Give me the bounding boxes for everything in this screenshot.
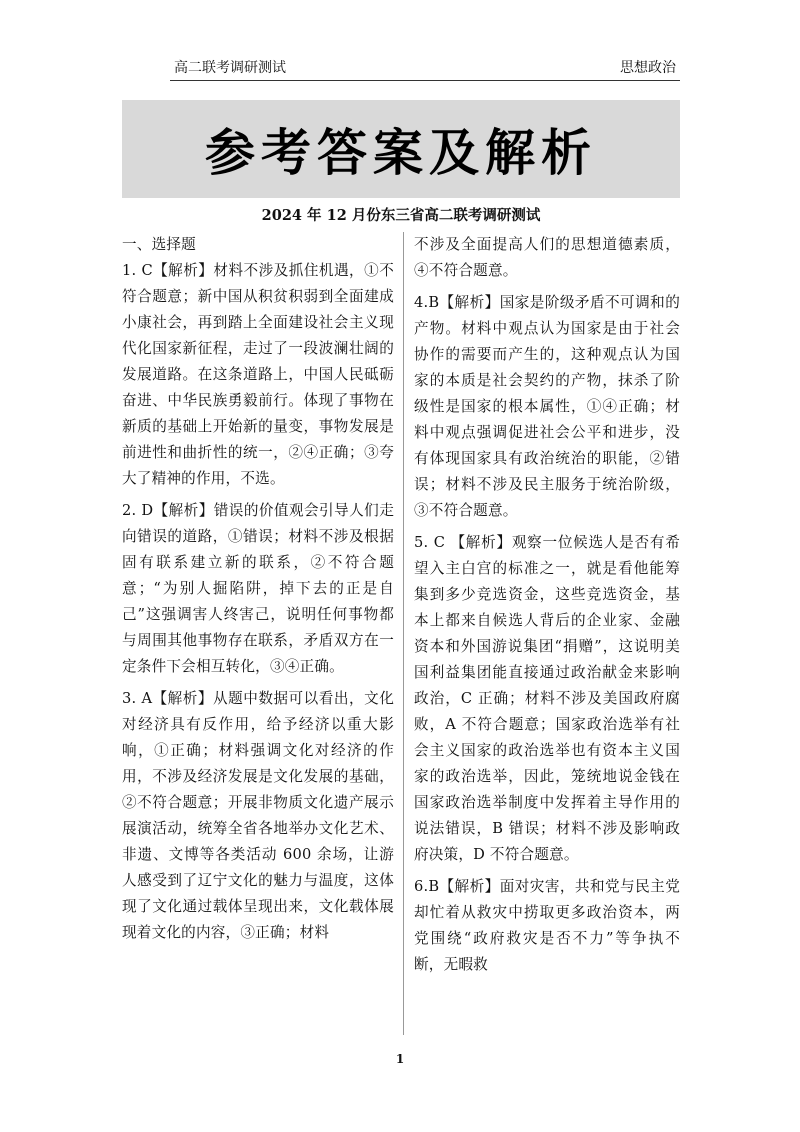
answer-item: 5. C 【解析】观察一位候选人是否有希望入主白宫的标准之一，就是看他能筹集到多少竞选资金，这些竞选资金，基本上都来自候选人背后的企业家、金融资本和外国游说集团“捐赠”，这说明美国利益集团能直接通过政治献金来影响政治，C 正确；材料不涉及美国政府腐败，A 不符合题意；国家政治选举有社会主义国家的政治选举也有资本主义国家的政治选举，因此，笼统地说金钱在国家政治选举制度中发挥着主导作用的说法错误，B 错误；材料不涉及影响政府决策，D 不符合题意。 (414, 534, 680, 863)
header-subject: 思想政治 (620, 60, 676, 76)
page-header (170, 58, 680, 81)
banner-title: 参考答案及解析 (205, 124, 597, 182)
answer-item: 3. A【解析】从题中数据可以看出，文化对经济具有反作用，给予经济以重大影响，①正确；材料强调文化对经济的作用，不涉及经济发展是文化发展的基础，②不符合题意；开展非物质文化遗产展示展演活动，统筹全省各地举办文化艺术、非遗、文博等各类活动 600 余场，让游人感受到了辽宁文化的魅力与温度，这体现了文化通过载体呈现出来，文化载体展现着文化的内容，③正确；材料 (122, 690, 394, 941)
document-subtitle: 2024 年 12 月份东三省高二联考调研测试 (261, 207, 541, 224)
answer-item: 4.B【解析】国家是阶级矛盾不可调和的产物。材料中观点认为国家是由于社会协作的需要而产生的，这种观点认为国家的本质是社会契约的产物，抹杀了阶级性是国家的根本属性，①④正确；材料中观点强调促进社会公平和进步，没有体现国家具有政治统治的职能，②错误；材料不涉及民主服务于统治阶级，③不符合题意。 (414, 294, 680, 519)
answer-continuation: 不涉及全面提高人们的思想道德素质，④不符合题意。 (414, 236, 680, 279)
left-column (122, 232, 394, 952)
answer-item: 1. C【解析】材料不涉及抓住机遇，①不符合题意；新中国从积贫积弱到全面建成小康社会，再到踏上全面建设社会主义现代化国家新征程，走过了一段波澜壮阔的发展道路。在这条道路上，中国人民砥砺奋进、中华民族勇毅前行。体现了事物在新质的基础上开始新的量变，事物发展是前进性和曲折性的统一，②④正确；③夸大了精神的作用，不选。 (122, 262, 394, 487)
answer-item: 6.B【解析】面对灾害，共和党与民主党却忙着从救灾中捞取更多政治资本，两党围绕“政府救灾是否不力”等争执不断，无暇救 (414, 878, 680, 973)
column-divider (403, 232, 404, 1035)
answer-item: 2. D【解析】错误的价值观会引导人们走向错误的道路，①错误；材料不涉及根据固有联系建立新的联系，②不符合题意；“为别人掘陷阱，掉下去的正是自己”这强调害人终害己，说明任何事物都与周围其他事物存在联系，矛盾双方在一定条件下会相互转化，③④正确。 (122, 502, 394, 675)
header-exam-name: 高二联考调研测试 (174, 60, 286, 76)
right-column (414, 232, 680, 984)
section-title: 一、选择题 (122, 236, 196, 253)
page-number: 1 (395, 1052, 405, 1066)
title-banner (122, 100, 680, 198)
